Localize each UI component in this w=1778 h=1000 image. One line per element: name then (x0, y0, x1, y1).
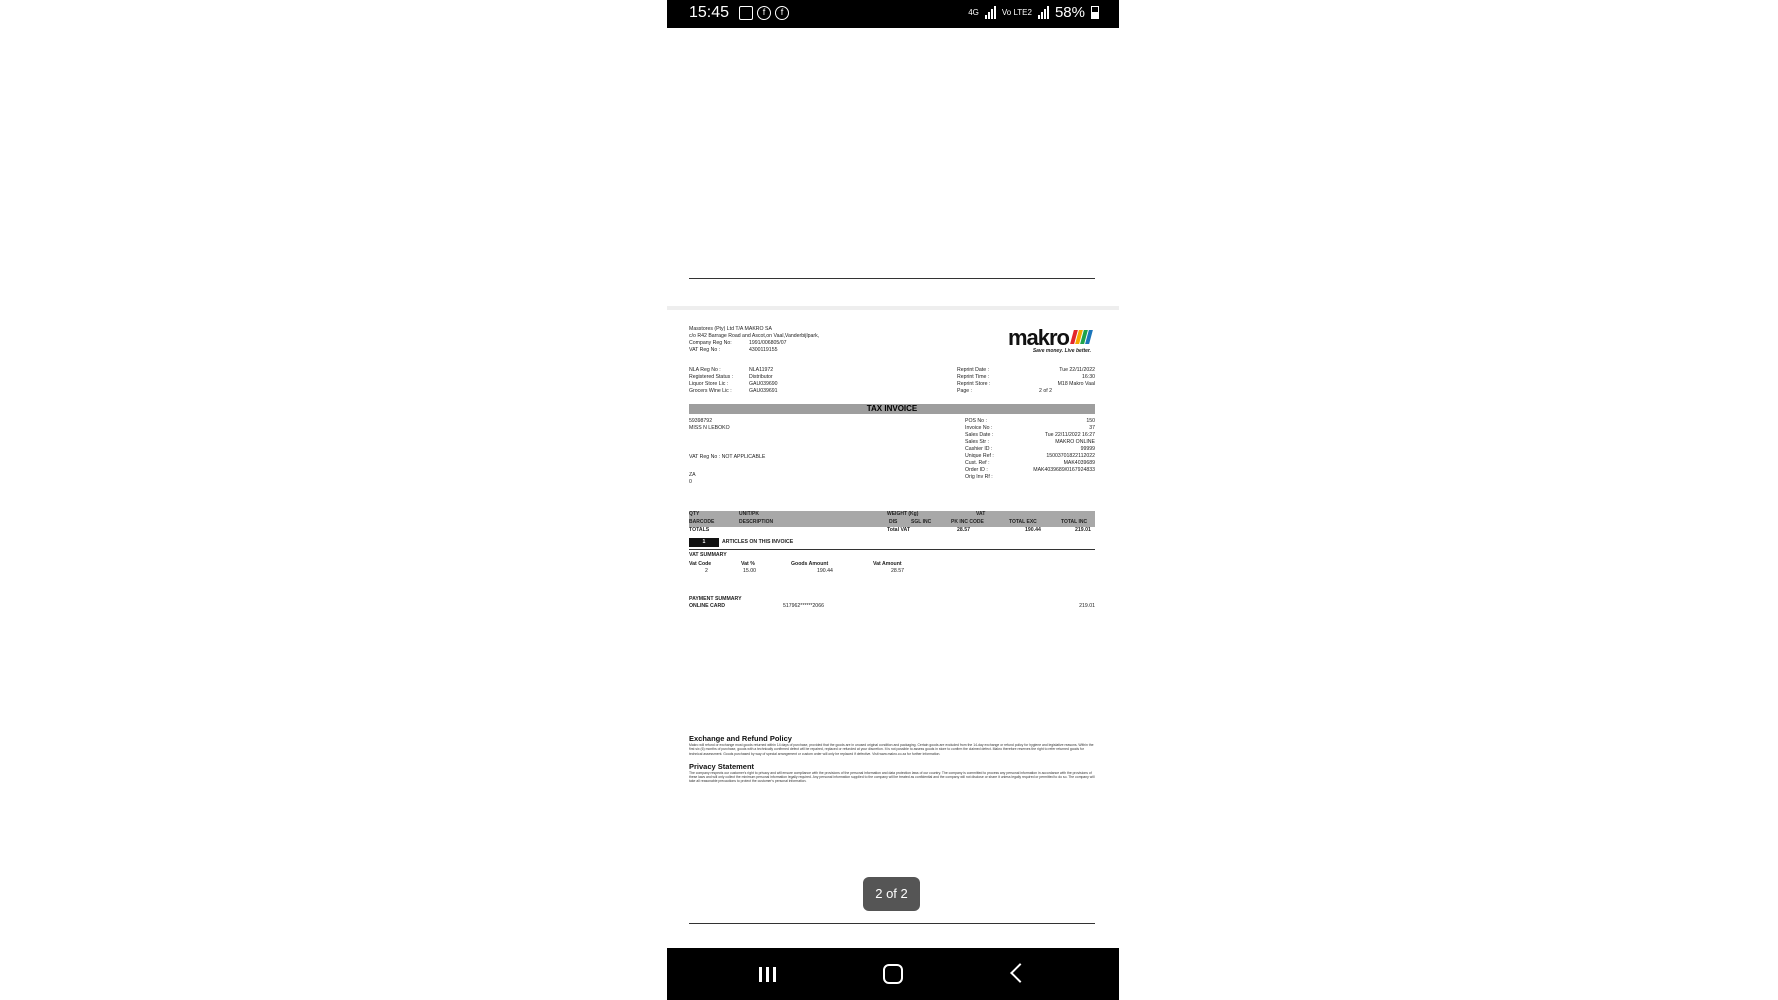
col-sgl-inc: SGL INC (911, 519, 932, 525)
facebook-icon: f (775, 6, 789, 20)
col-pk-inc-code: PK INC CODE (951, 519, 984, 525)
page-indicator: 2 of 2 (863, 877, 920, 911)
invoice-title: TAX INVOICE (689, 404, 1095, 414)
customer-vat-reg: VAT Reg No : NOT APPLICABLE (689, 454, 766, 460)
customer-number: 59398792 (689, 418, 713, 424)
vat-reg-row: VAT Reg No : 4300119155 (689, 347, 778, 353)
pos-row: Unique Ref : 15003701822112022 (965, 453, 1095, 459)
pos-row: Sales Date : Tue 22/11/2022 16:27 (965, 432, 1095, 438)
facebook-icon: f (757, 6, 771, 20)
col-dis: DIS (889, 519, 898, 525)
makro-logo (1007, 324, 1091, 355)
company-address: c/o R42 Barrage Road and Ascot,on Vaal,Vanderbijlpark, (689, 333, 820, 339)
total-inc-value: 219.01 (1075, 527, 1091, 533)
battery-icon (1091, 6, 1099, 19)
reprint-row: Reprint Date : Tue 22/11/2022 (957, 367, 1095, 373)
payment-row: ONLINE CARD 517962******2066 219.01 (689, 603, 1095, 609)
status-bar (667, 0, 1119, 28)
privacy-text: The company respects our customer's right to privacy and will ensure compliance with the provisions of the personal information and data protection laws of our country. The company is committed to process any personal information in accordance with the provisions of these laws and will only collect the minimum personal information legally required. Any personal information supplied to the company will be treated as confidential and the company will not disclose or share it unless legally required or permitted to do so. The company will take all reasonable precautions to protect the customer's personal information. (689, 770, 1095, 784)
privacy-title: Privacy Statement (689, 761, 755, 771)
company-reg-row: Company Reg No: 1991/006805/07 (689, 340, 787, 346)
total-vat-label: Total VAT (887, 527, 911, 533)
policy-section (689, 734, 1095, 784)
logo-word: makro (1007, 324, 1069, 350)
registration-row: Grocers Wine Lic : GAU039691 (689, 388, 778, 394)
reprint-info (957, 367, 1095, 395)
col-total-inc: TOTAL INC (1061, 519, 1088, 525)
page-2-bottom-rule (689, 923, 1095, 924)
pos-info (965, 418, 1095, 481)
recent-apps-button[interactable] (759, 967, 776, 982)
registration-row: Liquor Store Lic : GAU039690 (689, 381, 778, 387)
col-description: DESCRIPTION (739, 519, 774, 525)
status-time: 15:45 (689, 4, 730, 21)
page-1-bottom-rule (689, 278, 1095, 279)
company-name: Masstores (Pty) Ltd T/A MAKRO SA (689, 326, 772, 332)
company-info (689, 326, 819, 354)
totals-row (689, 527, 1095, 535)
pos-row: Order ID : MAK4039689/0167924833 (965, 467, 1095, 473)
pos-row: Sales Str : MAKRO ONLINE (965, 439, 1095, 445)
signal-icon (1038, 6, 1049, 19)
payment-summary-title: PAYMENT SUMMARY (689, 596, 742, 602)
vat-summary-title: VAT SUMMARY (689, 552, 727, 558)
vat-summary-header: Vat Code Vat % Goods Amount Vat Amount (689, 561, 902, 567)
refund-policy-text: Makro will refund or exchange most goods returned within 14 days of purchase, provided that the goods are in unused original condition and packaging. Certain goods are excluded from the 14-day exchange or refund policy for hygiene and legislative reasons. Within the first six (6) months of purchase, goods with a technically confirmed defect will be repaired, replaced or refunded at your discretion. It is not possible to assess goods in store to confirm the claimed defect. Makro therefore reserves the right to refer returned goods for technical assessment. Goods purchased by way of special arrangement or custom order will only be replaced if defective. Visit www.makro.co.za for further information. (689, 743, 1094, 756)
image-icon (739, 6, 753, 20)
navigation-bar (667, 948, 1119, 1000)
phone-screen (667, 0, 1119, 1000)
pos-row: Orig Inv Rf : (965, 474, 993, 480)
pos-row: Cashier ID : 99999 (965, 446, 1095, 452)
refund-policy-title: Exchange and Refund Policy (689, 734, 792, 743)
back-button[interactable] (1010, 963, 1030, 983)
articles-number: 1 (689, 538, 719, 547)
network-type-1: 4G (968, 7, 979, 17)
pos-row: Cust. Ref : MAK4039689 (965, 460, 1095, 466)
customer-name: MISS N LEBOKO (689, 425, 730, 431)
pos-row: POS No : 150 (965, 418, 1095, 424)
battery-percent: 58% (1054, 4, 1085, 21)
reprint-row: Reprint Time : 16:30 (957, 374, 1095, 380)
home-button[interactable] (883, 964, 903, 984)
logo-tagline: Save money. Live better. (1032, 347, 1091, 354)
col-barcode: BARCODE (689, 519, 715, 525)
logo-bars (1070, 330, 1093, 344)
registration-row: NLA Reg No : NLA11972 (689, 367, 774, 373)
articles-count (689, 538, 793, 547)
customer-info (689, 418, 730, 432)
articles-label: ARTICLES ON THIS INVOICE (722, 539, 794, 545)
total-exc-value: 190.44 (1025, 527, 1041, 533)
signal-icon (985, 6, 996, 19)
totals-label: TOTALS (689, 527, 710, 533)
notification-icons (739, 6, 789, 20)
network-type-2: Vo LTE2 (1001, 7, 1032, 17)
total-vat-value: 28.57 (957, 527, 970, 533)
col-total-exc: TOTAL EXC (1009, 519, 1037, 525)
invoice-page[interactable] (689, 326, 1095, 826)
col-vat: VAT (976, 511, 986, 517)
col-weight: WEIGHT (Kg) (887, 511, 919, 517)
items-table-header (689, 511, 1095, 527)
reprint-row: Reprint Store : M18 Makro Vaal (957, 381, 1095, 387)
registration-row: Registered Status : Distributor (689, 374, 773, 380)
registrations (689, 367, 778, 395)
col-unit-pk: UNIT/PK (739, 511, 759, 517)
reprint-row: Page : 2 of 2 (957, 388, 1052, 394)
pos-row: Invoice No : 37 (965, 425, 1095, 431)
page-separator (667, 306, 1119, 310)
status-right (968, 4, 1099, 21)
customer-country: ZA 0 (689, 472, 696, 485)
vat-summary-row: 2 15.00 190.44 28.57 (705, 568, 904, 574)
payment-summary (689, 596, 1095, 611)
col-qty: QTY (689, 511, 700, 517)
vat-summary (689, 552, 1095, 577)
articles-divider (689, 549, 1095, 550)
